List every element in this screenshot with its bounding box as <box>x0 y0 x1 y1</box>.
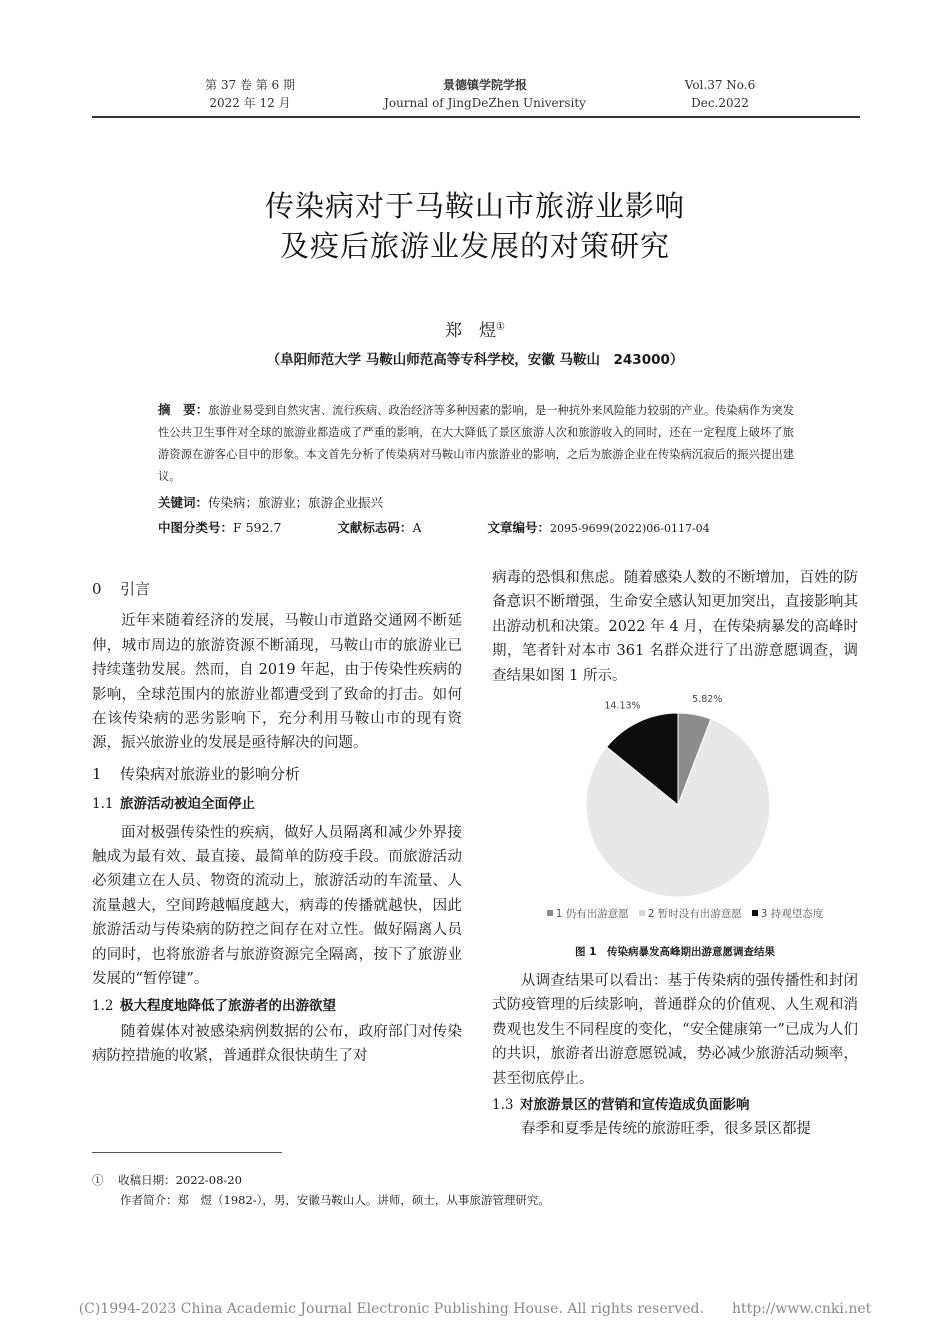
legend-swatch-2 <box>639 910 645 916</box>
pie-label-1: 5.82% <box>692 693 723 705</box>
section-0-title: 引言 <box>120 580 151 598</box>
journal-name <box>330 76 640 112</box>
clc-label: 中图分类号： <box>158 520 234 535</box>
legend-item-2 <box>639 908 742 920</box>
clc-value: F 592.7 <box>233 520 282 535</box>
volume-en: Vol.37 No.6 <box>684 78 756 92</box>
journal-cn: 景德镇学院学报 <box>442 78 527 92</box>
journal-en: Journal of JingDeZhen University <box>384 96 586 110</box>
section-1-3-title: 对旅游景区的营销和宣传造成负面影响 <box>520 1097 750 1114</box>
right-column-bottom <box>492 969 858 1142</box>
abstract <box>158 399 794 488</box>
legend-item-1 <box>547 908 629 920</box>
legend-label-1: 1 仍有出游意愿 <box>555 908 629 920</box>
footnote-rule <box>92 1152 282 1153</box>
right-paragraph-3: 春季和夏季是传统的旅游旺季，很多景区都提 <box>521 1121 811 1138</box>
pie-slices <box>586 713 770 897</box>
abstract-text: 旅游业易受到自然灾害、流行疾病、政治经济等多种因素的影响，是一种抗外来风险能力较弱的产业。传染病作为突发性公共卫生事件对全球的旅游业都造成了严重的影响，在大大降低了景区旅游人次和旅游收入的同时，还在一定程度上破坏了旅游资源在游客心目中的形象。本文首先分析了传染病对马鞍山市内旅游业的影响，之后为旅游企业在传染病沉寂后的振兴提出建议。 <box>158 404 794 483</box>
section-1-num: 1 <box>92 764 102 783</box>
title-line-1: 传染病对于马鞍山市旅游业影响 <box>264 189 685 223</box>
article-no-label: 文章编号： <box>487 520 550 535</box>
section-1-1-title: 旅游活动被迫全面停止 <box>120 796 255 813</box>
header-rule <box>92 116 860 118</box>
left-column <box>92 577 462 1069</box>
date-cn: 2022 年 12 月 <box>209 96 291 110</box>
keywords-text: 传染病；旅游业；旅游企业振兴 <box>208 495 384 510</box>
section-1-2-heading <box>92 994 462 1018</box>
volume-cn: 第 37 卷 第 6 期 <box>205 78 295 92</box>
right-paragraph-1: 病毒的恐惧和焦虑。随着感染人数的不断增加，百姓的防备意识不断增强，生命安全感认知更加突出，直接影响其出游动机和决策。2022 年 4 月，在传染病暴发的高峰时期，笔者针对本市 361 名群众进行了出游意愿调查，调查结果如图 1 所示。 <box>492 570 858 684</box>
legend-item-3 <box>752 908 824 920</box>
keywords <box>158 493 383 511</box>
legend-swatch-1 <box>547 910 553 916</box>
footnote-bio: 作者简介：郑 煜（1982-），男，安徽马鞍山人。讲师，硕士，从事旅游管理研究。 <box>120 1193 550 1207</box>
issue-info-en <box>640 76 800 112</box>
classification-line <box>158 518 710 536</box>
footnote-mark: ① <box>92 1173 104 1187</box>
section-1-2-title: 极大程度地降低了旅游者的出游欲望 <box>120 997 336 1014</box>
affiliation: （阜阳师范大学 马鞍山师范高等专科学校，安徽 马鞍山 243000） <box>266 352 684 368</box>
author <box>0 316 950 341</box>
section-1-1-heading <box>92 792 462 816</box>
figure-1-caption: 图 1 传染病暴发高峰期出游意愿调查结果 <box>575 946 775 958</box>
section-1-heading <box>92 762 462 786</box>
pie-label-3: 14.13% <box>604 700 641 712</box>
copyright-line: (C)1994-2023 China Academic Journal Electronic Publishing House. All rights reserved. http://www.cnki.net <box>78 1301 872 1317</box>
legend-label-2: 2 暂时没有出游意愿 <box>647 908 742 920</box>
received-date: 收稿日期：2022-08-20 <box>118 1173 242 1187</box>
section-1-2-paragraph: 随着媒体对被感染病例数据的公布，政府部门对传染病防控措施的收紧，普通群众很快萌生了对 <box>92 1023 462 1065</box>
doc-code-value: A <box>412 520 422 535</box>
date-en: Dec.2022 <box>691 96 749 110</box>
author-footnote-mark: ① <box>496 321 505 333</box>
right-paragraph-2: 从调查结果可以看出：基于传染病的强传播性和封闭式防疫管理的后续影响，普通群众的价值观、人生观和消费观也发生不同程度的变化，“安全健康第一”已成为人们的共识，旅游者出游意愿锐减，势必减少旅游活动频率，甚至彻底停止。 <box>492 973 858 1087</box>
issue-info <box>150 76 350 112</box>
figure-1-pie-chart <box>492 692 858 902</box>
right-column-top <box>492 566 858 688</box>
section-1-title: 传染病对旅游业的影响分析 <box>120 764 301 783</box>
section-1-1-paragraph: 面对极强传染性的疾病，做好人员隔离和减少外界接触成为最有效、最直接、最简单的防疫手段。而旅游活动必须建立在人员、物资的流动上，旅游活动的车流量、人流量越大，空间跨越幅度越大，病毒的传播就越快，因此旅游活动与传染病的防控之间存在对立性。做好隔离人员的同时，也将旅游者与旅游资源完全隔离，按下了旅游业发展的“暂停键”。 <box>92 824 462 988</box>
article-no-value: 2095-9699(2022)06-0117-04 <box>549 522 710 535</box>
section-1-1-num: 1.1 <box>92 796 114 813</box>
keywords-label: 关键词： <box>158 495 209 510</box>
section-0-heading <box>92 577 462 601</box>
section-0-num: 0 <box>92 580 102 598</box>
footnote-received <box>92 1170 242 1190</box>
legend-swatch-3 <box>752 910 758 916</box>
legend-label-3: 3 持观望态度 <box>760 908 824 920</box>
title-line-2: 及疫后旅游业发展的对策研究 <box>279 229 670 263</box>
section-1-3-num: 1.3 <box>492 1097 514 1114</box>
doc-code-label: 文献标志码： <box>337 520 413 535</box>
section-1-3-heading <box>492 1093 858 1117</box>
author-name: 郑 煜 <box>445 321 497 341</box>
abstract-label: 摘 要： <box>158 402 209 417</box>
section-1-2-num: 1.2 <box>92 997 114 1014</box>
section-0-paragraph: 近年来随着经济的发展，马鞍山市道路交通网不断延伸，城市周边的旅游资源不断涌现，马鞍山市的旅游业已持续蓬勃发展。然而，自 2019 年起，由于传染性疾病的影响，全球范围内的旅游业都遭受到了致命的打击。如何在该传染病的恶劣影响下，充分利用马鞍山市的现有资源，振兴旅游业的发展是亟待解决的问题。 <box>92 613 462 752</box>
pie-legend <box>505 906 865 921</box>
